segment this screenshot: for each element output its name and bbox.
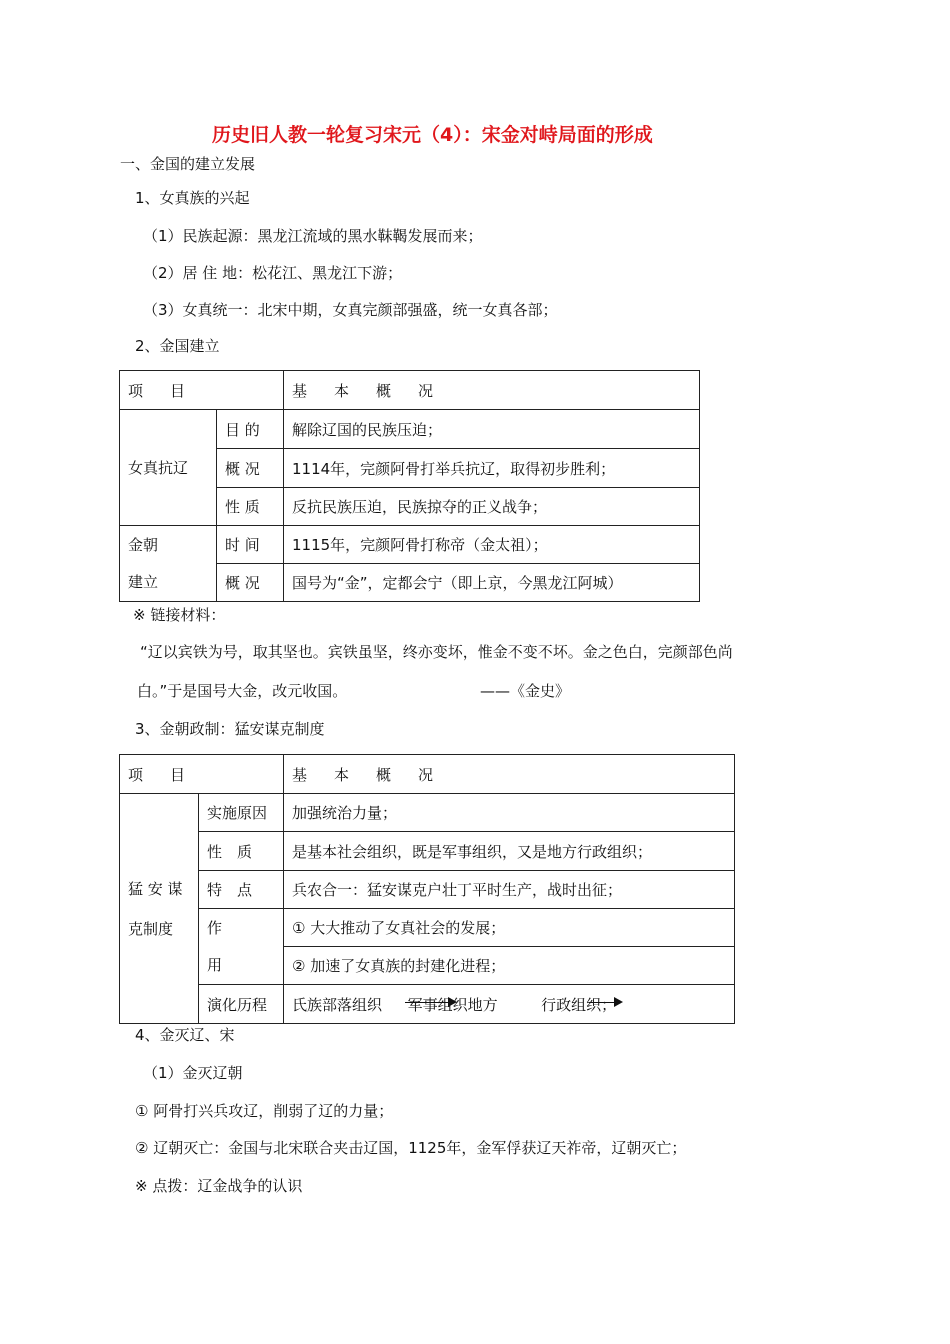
row-value: 兵农合一：猛安谋克户壮丁平时生产，战时出征； [284,871,735,909]
list-item: （3）女真统一：北宋中期，女真完颜部强盛，统一女真各部； [143,301,558,319]
row-label: 性 质 [217,488,284,526]
row-label: 目 的 [217,410,284,449]
group-cell-jin: 金朝 建立 [120,526,217,602]
table-header-item: 项 目 [120,755,284,794]
row-value: ① 大大推动了女真社会的发展； [284,909,735,947]
row-label: 概 况 [217,564,284,602]
subsection-heading-1-2: 2、金国建立 [135,337,220,355]
row-label: 概 况 [217,449,284,488]
evolution-stage-1: 氏族部落组织 [292,995,383,1014]
row-value: 反抗民族压迫，民族掠夺的正义战争； [284,488,700,526]
jin-founding-table [119,370,700,602]
paragraph: ① 阿骨打兴兵攻辽，削弱了辽的力量； [135,1102,394,1120]
quote-line-2: 白。”于是国号大金，改元收国。 [137,682,348,700]
row-label: 特 点 [199,871,284,909]
evolution-stage-3: 行政组织； [541,995,617,1014]
evolution-stage-2: 军事组织地方 [407,995,498,1014]
quote-source: ——《金史》 [480,682,571,700]
subsection-heading-1-4: 4、金灭辽、宋 [135,1026,235,1044]
evolution-cell [284,985,735,1024]
row-label: 演化历程 [199,985,284,1024]
quote-line-1: “辽以宾铁为号，取其坚也。宾铁虽坚，终亦变坏，惟金不变不坏。金之色白，完颜部色尚 [140,643,733,661]
section-heading-1: 一、金国的建立发展 [120,155,256,173]
mengan-mouke-table [119,754,735,1024]
table-header-basic: 基 本 概 况 [284,371,700,410]
row-label-effect: 作 用 [199,909,284,985]
arrow-right-icon [405,1002,455,1003]
list-item: （1）民族起源：黑龙江流域的黑水靺鞨发展而来； [143,227,483,245]
row-value: 是基本社会组织，既是军事组织，又是地方行政组织； [284,832,735,871]
row-value: 国号为“金”，定都会宁（即上京，今黑龙江阿城） [284,564,700,602]
table-header-item: 项 目 [120,371,284,410]
row-value: ② 加速了女真族的封建化进程； [284,947,735,985]
note: ※ 点拨：辽金战争的认识 [135,1177,303,1195]
row-label: 性 质 [199,832,284,871]
link-material-label: ※ 链接材料： [133,606,226,624]
group-cell-nuzhen: 女真抗辽 [120,410,217,526]
subsubsection-heading: （1）金灭辽朝 [143,1064,243,1082]
subsection-heading-1-1: 1、女真族的兴起 [135,189,250,207]
row-value: 解除辽国的民族压迫； [284,410,700,449]
paragraph: ② 辽朝灭亡：金国与北宋联合夹击辽国，1125年，金军俘获辽天祚帝，辽朝灭亡； [135,1139,687,1157]
group-cell-mengan: 猛 安 谋 克制度 [120,794,199,1024]
row-value: 1114年，完颜阿骨打举兵抗辽，取得初步胜利； [284,449,700,488]
row-label: 时 间 [217,526,284,564]
row-value: 加强统治力量； [284,794,735,832]
row-label: 实施原因 [199,794,284,832]
page-title: 历史旧人教一轮复习宋元（4）：宋金对峙局面的形成 [212,124,653,146]
table-header-basic: 基 本 概 况 [284,755,735,794]
row-value: 1115年，完颜阿骨打称帝（金太祖）； [284,526,700,564]
arrow-right-icon [589,1002,621,1003]
subsection-heading-1-3: 3、金朝政制：猛安谋克制度 [135,720,325,738]
list-item: （2）居 住 地：松花江、黑龙江下游； [143,264,403,282]
